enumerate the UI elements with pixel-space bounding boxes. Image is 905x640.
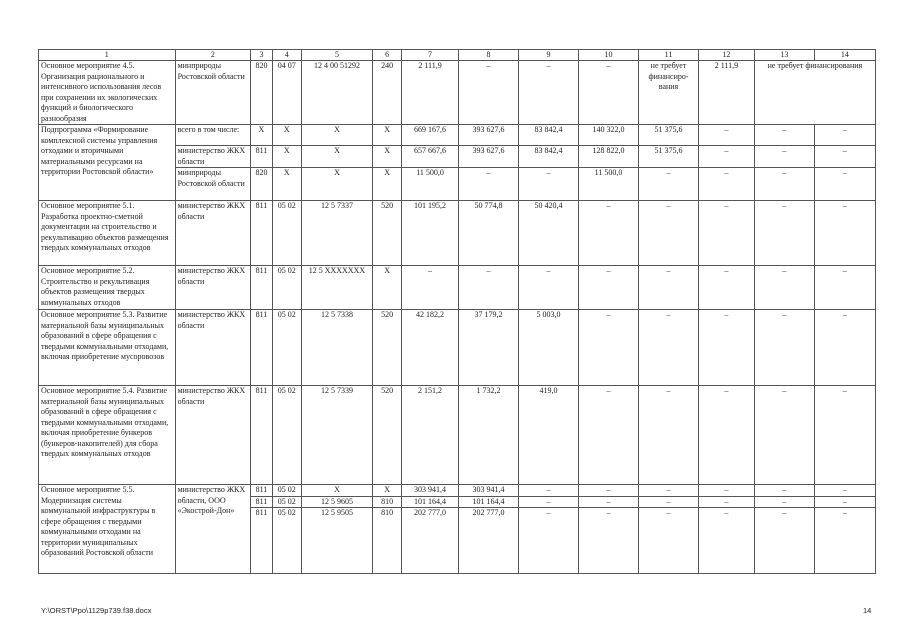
cell: – — [754, 508, 814, 574]
cell: 12 4 00 51292 — [301, 61, 372, 125]
cell: 50 774,8 — [459, 201, 519, 266]
cell: не требует финансирования — [754, 61, 875, 125]
cell: 657 667,6 — [402, 146, 459, 168]
file-path: Y:\ORST\Ppo\1129p739.f38.docx — [41, 606, 152, 615]
cell: – — [459, 168, 519, 201]
executor: минприроды Ростовской области — [175, 61, 251, 125]
cell: Х — [272, 168, 301, 201]
cell: Х — [373, 146, 402, 168]
cell: – — [639, 508, 699, 574]
table-row — [39, 266, 876, 310]
cell: – — [699, 201, 755, 266]
cell: 810 — [373, 496, 402, 508]
cell: – — [699, 485, 755, 497]
cell: – — [814, 485, 875, 497]
cell: 05 02 — [272, 201, 301, 266]
column-number: 9 — [519, 50, 579, 61]
cell: – — [814, 146, 875, 168]
cell: 811 — [251, 386, 273, 485]
activity-name: Основное мероприятие 5.5. Модернизация системы коммунальной инфраструктуры в сфере обращения с твердыми коммунальными отходами на территории муниципальных образований Ростовской области — [39, 485, 176, 574]
cell: 811 — [251, 496, 273, 508]
cell: 37 179,2 — [459, 310, 519, 386]
cell: 202 777,0 — [459, 508, 519, 574]
column-number: 2 — [175, 50, 251, 61]
cell: Х — [301, 485, 372, 497]
executor: министерство ЖКХ области, ООО «Экострой-Дон» — [175, 485, 251, 574]
cell: 669 167,6 — [402, 125, 459, 146]
cell: 810 — [373, 508, 402, 574]
executor: минприроды Ростовской области — [175, 168, 251, 201]
cell: – — [814, 508, 875, 574]
cell: 12 5 7339 — [301, 386, 372, 485]
column-number: 14 — [814, 50, 875, 61]
executor: всего в том числе: — [175, 125, 251, 146]
cell: 05 02 — [272, 386, 301, 485]
cell: Х — [373, 266, 402, 310]
column-number: 4 — [272, 50, 301, 61]
executor: министерство ЖКХ области — [175, 266, 251, 310]
cell: 1 732,2 — [459, 386, 519, 485]
cell: – — [579, 201, 639, 266]
cell: – — [519, 168, 579, 201]
cell: 811 — [251, 310, 273, 386]
cell: 820 — [251, 168, 273, 201]
cell: – — [402, 266, 459, 310]
cell: 520 — [373, 201, 402, 266]
cell: Х — [272, 125, 301, 146]
cell: Х — [301, 146, 372, 168]
cell: Х — [373, 168, 402, 201]
cell: 04 07 — [272, 61, 301, 125]
cell: – — [639, 485, 699, 497]
cell: – — [814, 168, 875, 201]
cell: 11 500,0 — [579, 168, 639, 201]
cell: 303 941,4 — [402, 485, 459, 497]
cell: – — [754, 168, 814, 201]
executor: министерство ЖКХ области — [175, 146, 251, 168]
cell: – — [519, 508, 579, 574]
cell: 05 02 — [272, 496, 301, 508]
cell: – — [754, 496, 814, 508]
table-row — [39, 201, 876, 266]
cell: 05 02 — [272, 508, 301, 574]
column-number: 11 — [639, 50, 699, 61]
executor: министерство ЖКХ области — [175, 386, 251, 485]
funding-table — [38, 49, 876, 574]
column-number-row — [39, 50, 876, 61]
cell: – — [579, 508, 639, 574]
activity-name: Основное мероприятие 5.4. Развитие материальной базы муниципальных образований в сфере обращения с твердыми коммунальными отходами, включая приобретение бункеров (бункеров-накопителей) для сбора твердых коммунальных отходов — [39, 386, 176, 485]
cell: – — [699, 125, 755, 146]
cell: – — [579, 485, 639, 497]
cell: – — [814, 266, 875, 310]
column-number: 13 — [754, 50, 814, 61]
cell: – — [754, 146, 814, 168]
cell: – — [639, 168, 699, 201]
cell: 820 — [251, 61, 273, 125]
cell: – — [814, 310, 875, 386]
cell: 2 111,9 — [699, 61, 755, 125]
cell: 51 375,6 — [639, 125, 699, 146]
cell: 101 195,2 — [402, 201, 459, 266]
cell: – — [579, 496, 639, 508]
cell: 520 — [373, 310, 402, 386]
cell: 393 627,6 — [459, 146, 519, 168]
activity-name: Основное мероприятие 4.5. Организация рационального и интенсивного использования лесов при сохранении их экологических функций и биологического разнообразия — [39, 61, 176, 125]
table-row — [39, 61, 876, 125]
cell: – — [639, 266, 699, 310]
cell: – — [459, 61, 519, 125]
table-row — [39, 310, 876, 386]
column-number: 1 — [39, 50, 176, 61]
column-number: 8 — [459, 50, 519, 61]
column-number: 5 — [301, 50, 372, 61]
cell: Х — [301, 168, 372, 201]
cell: 419,0 — [519, 386, 579, 485]
cell: 202 777,0 — [402, 508, 459, 574]
cell: – — [754, 310, 814, 386]
cell: – — [639, 310, 699, 386]
cell: – — [814, 386, 875, 485]
table-row — [39, 485, 876, 497]
cell: 05 02 — [272, 485, 301, 497]
cell: – — [459, 266, 519, 310]
cell: 12 5 7338 — [301, 310, 372, 386]
cell: Х — [373, 485, 402, 497]
cell: 303 941,4 — [459, 485, 519, 497]
cell: – — [699, 508, 755, 574]
executor: министерство ЖКХ области — [175, 201, 251, 266]
cell: – — [814, 201, 875, 266]
executor: министерство ЖКХ области — [175, 310, 251, 386]
cell: – — [519, 496, 579, 508]
column-number: 10 — [579, 50, 639, 61]
cell: – — [699, 496, 755, 508]
cell: 811 — [251, 508, 273, 574]
column-number: 6 — [373, 50, 402, 61]
cell: – — [639, 386, 699, 485]
cell: – — [754, 266, 814, 310]
cell: Х — [301, 125, 372, 146]
cell: 50 420,4 — [519, 201, 579, 266]
cell: 12 5 7337 — [301, 201, 372, 266]
cell: 101 164,4 — [459, 496, 519, 508]
cell: 811 — [251, 485, 273, 497]
cell: – — [699, 310, 755, 386]
cell: – — [639, 496, 699, 508]
cell: – — [699, 386, 755, 485]
cell: 128 822,0 — [579, 146, 639, 168]
cell: 2 151,2 — [402, 386, 459, 485]
cell: Х — [272, 146, 301, 168]
cell: 12 5 XXXXXXX — [301, 266, 372, 310]
cell: 51 375,6 — [639, 146, 699, 168]
cell: – — [579, 61, 639, 125]
cell: – — [579, 310, 639, 386]
activity-name: Основное мероприятие 5.1. Разработка проектно-сметной документации на строительство и рекультивацию объектов размещения твердых коммунальных отходов — [39, 201, 176, 266]
cell: – — [699, 266, 755, 310]
cell: 83 842,4 — [519, 125, 579, 146]
activity-name: Подпрограмма «Формирование комплексной системы управления отходами и вторичными материальными ресурсами на территории Ростовской области» — [39, 125, 176, 201]
cell: 5 003,0 — [519, 310, 579, 386]
cell: 240 — [373, 61, 402, 125]
cell: Х — [373, 125, 402, 146]
table-row — [39, 386, 876, 485]
cell: 520 — [373, 386, 402, 485]
cell: 101 164,4 — [402, 496, 459, 508]
cell: 42 182,2 — [402, 310, 459, 386]
cell: 11 500,0 — [402, 168, 459, 201]
cell: 12 5 9605 — [301, 496, 372, 508]
cell: 140 322,0 — [579, 125, 639, 146]
page-number: 14 — [863, 606, 872, 615]
cell: – — [519, 266, 579, 310]
document-page — [38, 49, 876, 574]
cell: – — [814, 125, 875, 146]
cell: – — [754, 125, 814, 146]
cell: – — [579, 266, 639, 310]
cell: 83 842,4 — [519, 146, 579, 168]
column-number: 12 — [699, 50, 755, 61]
cell: – — [754, 201, 814, 266]
cell: – — [699, 146, 755, 168]
cell: 811 — [251, 146, 273, 168]
cell: 05 02 — [272, 310, 301, 386]
cell: – — [579, 386, 639, 485]
cell: – — [814, 496, 875, 508]
cell: – — [519, 61, 579, 125]
cell: – — [699, 168, 755, 201]
column-number: 3 — [251, 50, 273, 61]
cell: не требует финансиро-вания — [639, 61, 699, 125]
cell: 811 — [251, 201, 273, 266]
cell: – — [754, 485, 814, 497]
activity-name: Основное мероприятие 5.3. Развитие материальной базы муниципальных образований в сфере обращения с твердыми коммунальными отходами, включая приобретение мусоровозов — [39, 310, 176, 386]
cell: – — [639, 201, 699, 266]
activity-name: Основное мероприятие 5.2. Строительство и рекультивация объектов размещения твердых коммунальных отходов — [39, 266, 176, 310]
cell: Х — [251, 125, 273, 146]
cell: 2 111,9 — [402, 61, 459, 125]
cell: – — [754, 386, 814, 485]
cell: 12 5 9505 — [301, 508, 372, 574]
table-row — [39, 125, 876, 146]
column-number: 7 — [402, 50, 459, 61]
cell: 05 02 — [272, 266, 301, 310]
cell: – — [519, 485, 579, 497]
cell: 393 627,6 — [459, 125, 519, 146]
cell: 811 — [251, 266, 273, 310]
